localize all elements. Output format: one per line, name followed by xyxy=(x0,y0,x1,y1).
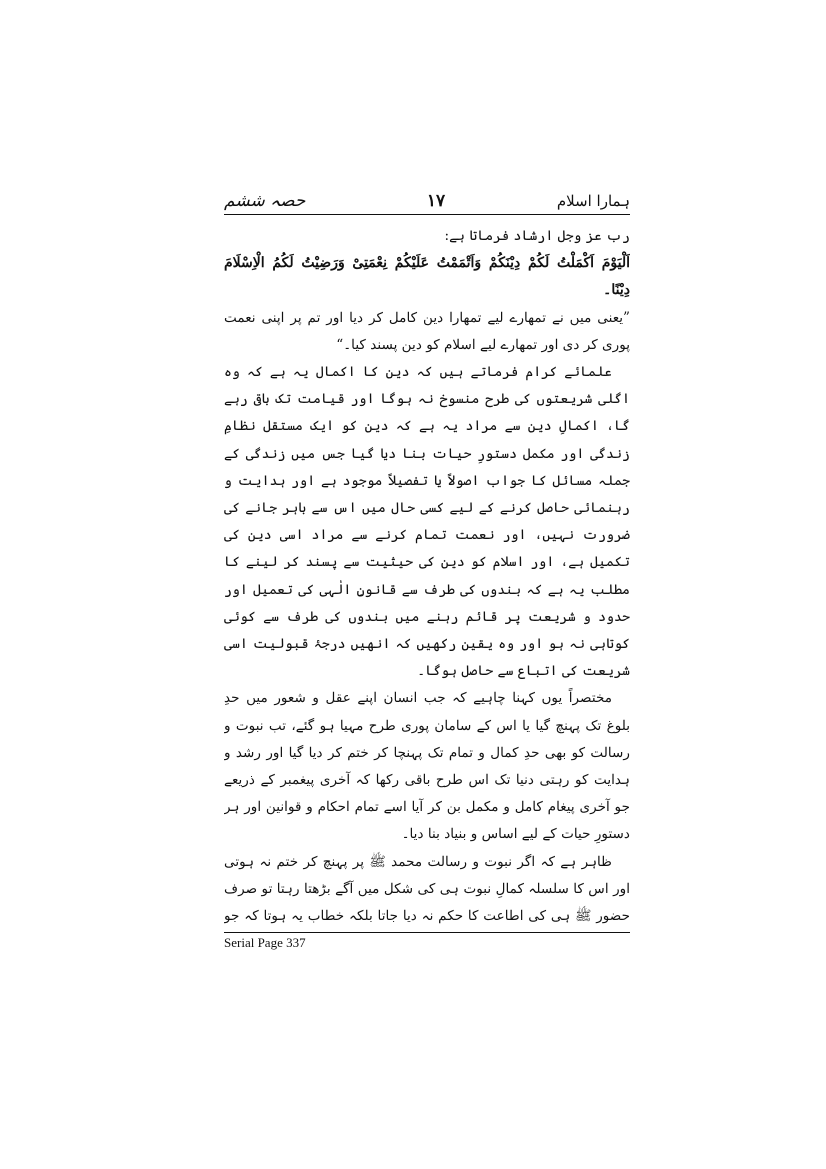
page-header xyxy=(224,190,630,216)
paragraph-summary: مختصراً یوں کہنا چاہیے کہ جب انسان اپنے عقل و شعور میں حدِ بلوغ تک پہنچ گیا یا اس کے سامان پوری طرح مہیا ہو گئے، تب نبوت و رسالت کو بھی حدِ کمال و تمام تک پہنچا کر ختم کر دیا گیا اور رشد و ہدایت کو رہتی دنیا تک اس طرح باقی رکھا کہ آخری پیغمبر کے ذریعے جو آخری پیغام کامل و مکمل بن کر آیا اسے تمام احکام و قوانین اور ہر دستورِ حیات کے لیے اساس و بنیاد بنا دیا۔ xyxy=(224,690,630,843)
section-label: حصہ ششم xyxy=(224,191,306,211)
paragraph-scholars: علمائے کرام فرماتے ہیں کہ دین کا اکمال یہ ہے کہ وہ اگلی شریعتوں کی طرح منسوخ نہ ہوگا اور قیامت تک باقی رہے گا، اکمالِ دین سے مراد یہ ہے کہ دین کو ایک مستقل نظامِ زندگی اور مکمل دستورِ حیات بنا دیا گیا جس میں زندگی کے جملہ مسائل کا جواب اصولاً یا تفصیلاً موجود ہے اور ہدایت و رہنمائی حاصل کرنے کے لیے کسی حال میں اس سے باہر جانے کی ضرورت نہیں، اور نعمت تمام کرنے سے مراد اسی دین کی تکمیل ہے، اور اسلام کو دین کی حیثیت سے پسند کر لینے کا مطلب یہ ہے کہ بندوں کی طرف سے قانونِ الٰہی کی تعمیل اور حدود و شریعت پر قائم رہنے میں بندوں کی طرف سے کوئی کوتاہی نہ ہو اور وہ یقین رکھیں کہ انھیں درجۂ قبولیت اسی شریعت کی اتباع سے حاصل ہوگا۔ xyxy=(224,364,630,680)
book-page xyxy=(224,168,630,990)
body-text xyxy=(224,223,630,933)
verse-translation: ”یعنی میں نے تمھارے لیے تمھارا دین کامل کر دیا اور تم پر اپنی نعمت پوری کر دی اور تمھارے لیے اسلام کو دین پسند کیا۔“ xyxy=(224,309,630,353)
quran-verse: اَلْیَوْمَ اَکْمَلْتُ لَکُمْ دِیْنَکُمْ وَاَتْمَمْتُ عَلَیْکُمْ نِعْمَتِیْ وَرَضِیْتُ لَکُمُ الْاِسْلَامَ دِیْنًا۔ xyxy=(224,255,630,299)
intro-line: رب عز وجل ارشاد فرماتا ہے: xyxy=(444,228,630,244)
page-number: ۱۷ xyxy=(426,191,446,211)
paragraph-obvious: ظاہر ہے کہ اگر نبوت و رسالت محمد ﷺ پر پہنچ کر ختم نہ ہوتی اور اس کا سلسلہ کمالِ نبوت ہی کی شکل میں آگے بڑھتا رہتا تو صرف حضور ﷺ ہی کی اطاعت کا حکم نہ دیا جاتا بلکہ خطاب یہ ہوتا کہ جو xyxy=(224,853,630,925)
header-rule xyxy=(224,214,630,215)
book-title: ہمارا اسلام xyxy=(556,192,630,210)
footer-rule xyxy=(224,932,630,933)
serial-page-footer: Serial Page 337 xyxy=(224,935,306,950)
